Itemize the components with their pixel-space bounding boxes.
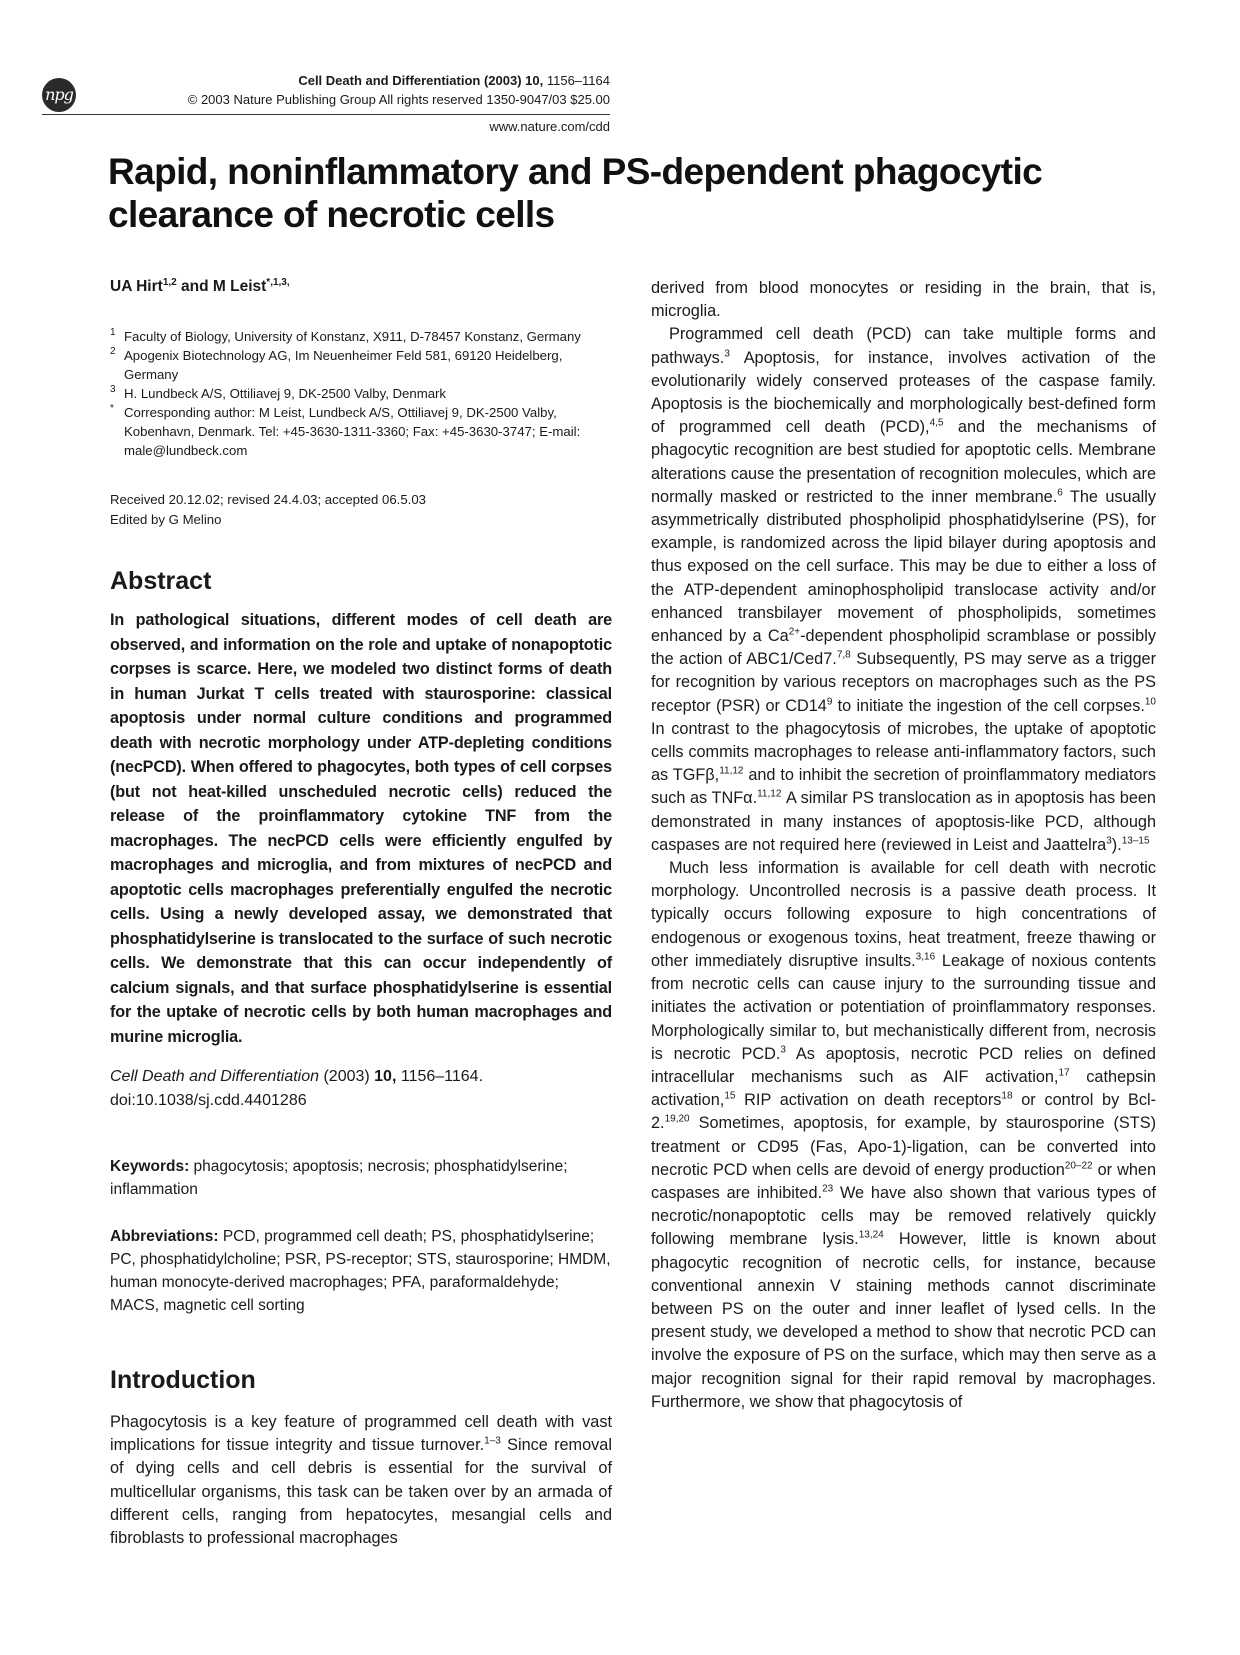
affiliation: [110, 384, 612, 403]
citation-ref: 19,20: [664, 1113, 690, 1125]
affiliation-mark: *: [110, 403, 114, 414]
keywords: [110, 1155, 612, 1201]
text-run: ).: [1111, 835, 1122, 854]
author-1: UA Hirt: [110, 278, 163, 295]
citation-doi: 1156–1164. doi:10.1038/sj.cdd.4401286: [110, 1068, 484, 1109]
text-run: Leakage of noxious contents from necrotic cells can cause injury to the surrounding tissue and initiates the activation or potentiation of proinflammatory responses. Morphologically similar to, but mechanistically different from, necrosis is necrotic PCD.: [651, 951, 1156, 1063]
header-rule: [42, 114, 610, 115]
citation-ref: 17: [1058, 1067, 1070, 1079]
introduction-left-column: [110, 1411, 612, 1550]
text-run: However, little is known about phagocytic recognition of necrotic cells, for instance, because conventional annexin V staining methods cannot discriminate between PS on the outer and inner leaflet of lysed cells. In the present study, we developed a method to show that necrotic PCD can involve the exposure of PS on the surface, which may then serve as a major recognition signal for their rapid removal by macrophages. Furthermore, we show that phagocytosis of: [651, 1230, 1156, 1411]
citation-ref: 15: [724, 1090, 736, 1102]
text-run: Sometimes, apoptosis, for example, by staurosporine (STS) treatment or CD95 (Fas, Apo-1)-ligation, can be converted into necrotic PCD when cells are devoid of energy production: [651, 1114, 1156, 1179]
text-run: Subsequently, PS may serve as a trigger for recognition by various receptors on macrophages such as the PS receptor (PSR) or CD14: [651, 650, 1156, 715]
paragraph: derived from blood monocytes or residing in the brain, that is, microglia.: [651, 279, 1156, 321]
affiliation-text: Faculty of Biology, University of Konstanz, X911, D-78457 Konstanz, Germany: [124, 329, 581, 344]
citation-ref: 3: [780, 1044, 786, 1056]
keywords-label: Keywords:: [110, 1158, 190, 1175]
text-run: -dependent phospholipid scramblase or possibly the action of ABC1/Ced7.: [651, 627, 1156, 669]
citation-ref: 13–15: [1121, 835, 1150, 847]
text-run: The usually asymmetrically distributed phospholipid phosphatidylserine (PS), for example, is randomized across the lipid bilayer during apoptosis and thus exposed on the cell surface. This may be due to either a loss of the ATP-dependent aminophospholipid translocase activity and/or enhanced transbilayer movement of phospholipids, sometimes enhanced by a Ca: [651, 487, 1156, 646]
citation-ref: 18: [1001, 1090, 1013, 1102]
citation-volume: 10,: [374, 1068, 397, 1085]
text-run: or control by Bcl-2.: [651, 1091, 1156, 1133]
introduction-right-column: [651, 277, 1156, 1414]
author-2: and M Leist: [176, 278, 267, 295]
keywords-text: phagocytosis; apoptosis; necrosis; phosphatidylserine; inflammation: [110, 1158, 568, 1198]
citation-year: (2003): [319, 1068, 375, 1085]
abbreviations-text: PCD, programmed cell death; PS, phosphatidylserine; PC, phosphatidylcholine; PSR, PS-receptor; STS, staurosporine; HMDM, human monocyte-derived macrophages; PFA, paraformaldehyde; MACS, magnetic cell sorting: [110, 1228, 611, 1314]
citation-ref: 11,12: [719, 765, 744, 777]
affiliation-text: H. Lundbeck A/S, Ottiliavej 9, DK-2500 Valby, Denmark: [124, 386, 447, 401]
copyright-line: © 2003 Nature Publishing Group All rights reserved 1350-9047/03 $25.00: [187, 92, 610, 107]
citation-ref: 9: [826, 696, 833, 708]
abbreviations-label: Abbreviations:: [110, 1228, 219, 1245]
text-run: or when caspases are inhibited.: [651, 1160, 1156, 1202]
affiliation: [110, 327, 612, 346]
abstract-text: In pathological situations, different modes of cell death are observed, and information on the role and uptake of nonapoptotic corpses is scarce. Here, we modeled two distinct forms of death in human Jurkat T cells treated with staurosporine: classical apoptosis under normal culture conditions and programmed death with necrotic morphology under ATP-depleting conditions (necPCD). When offered to phagocytes, both types of cell corpses (but not heat-killed unscheduled necrotic cells) reduced the release of the proinflammatory cytokine TNF from the macrophages. The necPCD cells were efficiently engulfed by macrophages and microglia, and from mixtures of necPCD and apoptotic cells macrophages preferentially engulfed the necrotic cells. Using a newly developed assay, we demonstrated that phosphatidylserine is translocated to the surface of such necrotic cells. We demonstrate that this can occur independently of calcium signals, and that surface phosphatidylserine is essential for the uptake of necrotic cells by both human macrophages and murine microglia.: [110, 611, 612, 1046]
editor-line: Edited by G Melino: [110, 512, 222, 527]
affiliation-text: Apogenix Biotechnology AG, Im Neuenheimer Feld 581, 69120 Heidelberg, Germany: [124, 348, 563, 382]
author-1-affil: 1,2: [162, 276, 177, 288]
affiliation-mark: 3: [110, 384, 116, 395]
citation-ref: 2+: [788, 626, 801, 638]
journal-line: [298, 72, 610, 89]
authors: [110, 278, 612, 296]
citation-ref: 3: [1106, 835, 1112, 847]
citation-ref: 20–22: [1064, 1160, 1093, 1172]
citation-ref: 6: [1057, 487, 1063, 499]
paragraph: [651, 857, 1156, 1414]
text-run: to initiate the ingestion of the cell corpses.: [832, 696, 1145, 715]
citation-ref: 3,16: [915, 951, 936, 963]
text-run: and the mechanisms of phagocytic recognition are best studied for apoptotic cells. Membrane alterations cause the presentation of recognition molecules, which are normally masked or restricted to the inner membrane.: [651, 418, 1156, 506]
article-title: Rapid, noninflammatory and PS-dependent phagocytic clearance of necrotic cells: [108, 151, 1043, 235]
text-run: Programmed cell death (PCD) can take multiple forms and pathways.: [651, 325, 1156, 367]
affiliation-mark: 2: [110, 346, 116, 357]
text-run: In contrast to the phagocytosis of microbes, the uptake of apoptotic cells commits macrophages to release anti-inflammatory factors, such as TGFβ,: [651, 719, 1156, 785]
affiliation: [110, 403, 612, 460]
author-2-affil: *,1,3,: [266, 276, 290, 288]
citation-ref: 1–3: [484, 1435, 501, 1447]
article-dates: [110, 490, 612, 530]
journal-url[interactable]: www.nature.com/cdd: [489, 119, 610, 134]
citation-ref: 3: [724, 348, 730, 360]
affiliations: [110, 327, 612, 460]
paragraph: [110, 1411, 612, 1550]
affiliation-mark: 1: [110, 327, 116, 338]
citation-ref: 10: [1144, 696, 1156, 708]
journal-pages: 1156–1164: [546, 73, 610, 88]
received-dates: Received 20.12.02; revised 24.4.03; accepted 06.5.03: [110, 492, 426, 507]
text-run: As apoptosis, necrotic PCD relies on defined intracellular mechanisms such as AIF activation,: [651, 1044, 1156, 1086]
affiliation-text: Corresponding author: M Leist, Lundbeck A/S, Ottiliavej 9, DK-2500 Valby, Kobenhavn, Denmark. Tel: +45-3630-1311-3360; Fax: +45-3630-3747; E-mail: male@lundbeck.com: [124, 405, 581, 458]
citation-ref: 11,12: [757, 789, 782, 801]
text-run: We have also shown that various types of necrotic/nonapoptotic cells may be removed relatively quickly following membrane lysis.: [651, 1183, 1156, 1249]
text-run: and to inhibit the secretion of proinflammatory mediators such as TNFα.: [651, 766, 1156, 808]
citation-ref: 23: [822, 1183, 834, 1195]
text-run: Phagocytosis is a key feature of programmed cell death with vast implications for tissue integrity and tissue turnover.: [110, 1413, 612, 1455]
text-run: cathepsin activation,: [651, 1067, 1156, 1110]
citation-ref: 4,5: [929, 417, 944, 429]
journal-name: Cell Death and Differentiation (2003) 10,: [298, 73, 544, 88]
text-run: Since removal of dying cells and cell debris is essential for the survival of multicellular organisms, this task can be taken over by an armada of different cells, ranging from hepatocytes, mesangial cells and fibroblasts to professional macrophages: [110, 1436, 612, 1548]
text-run: RIP activation on death receptors: [735, 1091, 1002, 1110]
citation-journal: Cell Death and Differentiation: [110, 1068, 320, 1085]
text-run: Apoptosis, for instance, involves activation of the evolutionarily widely conserved proteases of the caspase family. Apoptosis is the biochemically and morphologically best-defined form of programmed cell death (PCD),: [651, 348, 1156, 437]
introduction-heading: Introduction: [110, 1366, 256, 1394]
citation-ref: 13,24: [858, 1229, 884, 1241]
abbreviations: [110, 1225, 612, 1317]
text-run: A similar PS translocation as in apoptosis has been demonstrated in many instances of apoptosis-like PCD, although caspases are not required here (reviewed in Leist and Jaattelra: [651, 789, 1156, 854]
text-run: Much less information is available for cell death with necrotic morphology. Uncontrolled necrosis is a passive death process. It typically occurs following exposure to high concentrations of endogenous or exogenous toxins, heat treatment, freeze thawing or other immediately disruptive insults.: [651, 859, 1156, 970]
affiliation: [110, 346, 612, 384]
citation: [110, 1065, 612, 1113]
paragraph: [651, 323, 1156, 857]
abstract-heading: Abstract: [110, 567, 212, 595]
publisher-logo: npg: [42, 78, 76, 112]
citation-ref: 7,8: [836, 649, 851, 661]
